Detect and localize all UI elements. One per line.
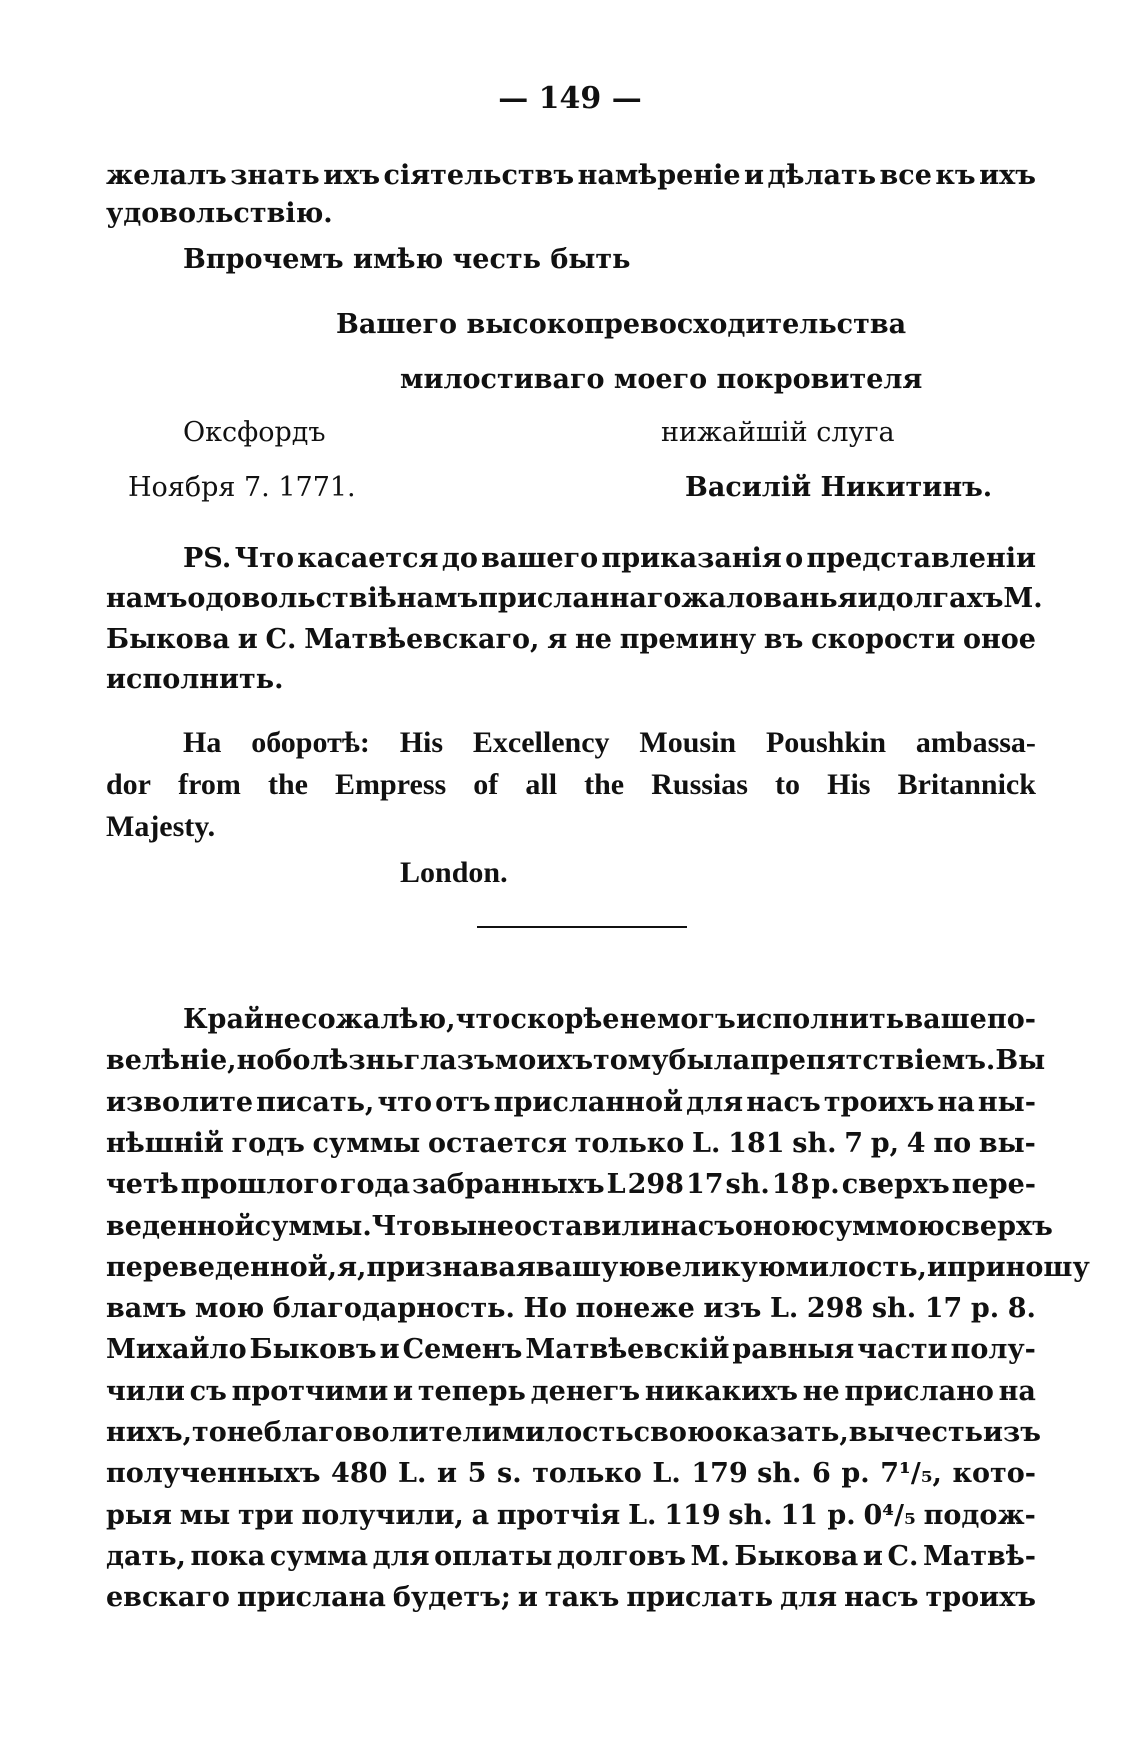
word: для xyxy=(372,1541,430,1572)
word: и xyxy=(436,1458,458,1489)
word: признавая xyxy=(366,1252,536,1283)
text-line xyxy=(106,1543,1036,1570)
text-line xyxy=(106,1502,1036,1529)
word: суммою xyxy=(818,1211,945,1242)
word: четѣ xyxy=(106,1169,179,1200)
word: прислать xyxy=(626,1582,774,1613)
word: L. xyxy=(769,1293,799,1324)
word: from xyxy=(178,768,241,801)
word: отъ xyxy=(435,1087,491,1118)
word: L. xyxy=(652,1458,681,1489)
word: милость xyxy=(501,1417,634,1448)
word: 11 p. xyxy=(780,1500,856,1531)
word: С. xyxy=(887,1541,919,1572)
word: p. xyxy=(841,1458,870,1489)
word: о xyxy=(785,543,804,574)
word: Семенъ xyxy=(402,1334,523,1365)
text-line xyxy=(106,1460,1036,1487)
word: Britannick xyxy=(897,768,1036,801)
text-line xyxy=(106,1584,1036,1611)
word: намъ xyxy=(106,583,188,614)
page-number: — 149 — xyxy=(498,81,642,116)
word: sh. xyxy=(725,1169,770,1200)
word: никакихъ xyxy=(644,1376,798,1407)
word: до xyxy=(441,543,478,574)
word: изъ xyxy=(983,1417,1041,1448)
text-line xyxy=(106,583,1043,614)
word: His xyxy=(827,768,871,801)
word: вашую xyxy=(535,1252,647,1283)
word: С. xyxy=(265,624,297,655)
word: изволите xyxy=(106,1087,253,1118)
word: присланной xyxy=(493,1087,683,1118)
word: присланнаго xyxy=(478,583,682,614)
word: годъ xyxy=(231,1128,305,1159)
signature: Василій Никитинъ. xyxy=(685,472,993,503)
word: мы xyxy=(179,1500,231,1531)
word: троихъ xyxy=(823,1087,935,1118)
word: благоволите xyxy=(263,1417,463,1448)
text-line xyxy=(106,162,1036,189)
word: милость, xyxy=(785,1252,927,1283)
word: а xyxy=(471,1500,490,1531)
text-line: London. xyxy=(400,856,508,889)
word: могъ xyxy=(656,1004,736,1035)
word: 298 xyxy=(627,1169,684,1200)
word: Быковъ xyxy=(249,1334,377,1365)
text-line xyxy=(106,1130,1036,1157)
word: L. xyxy=(398,1458,427,1489)
text-line xyxy=(106,1045,1046,1076)
word: исполнить xyxy=(735,1004,905,1035)
text-line: Впрочемъ имѣю честь быть xyxy=(183,244,631,275)
word: Что xyxy=(234,543,294,574)
word: тому xyxy=(593,1045,669,1076)
closing-line: Вашего высокопревосходительства xyxy=(336,309,907,340)
word: о xyxy=(187,583,206,614)
word: нѣшній xyxy=(106,1128,224,1159)
word: денегъ xyxy=(530,1376,641,1407)
word: 5 xyxy=(467,1458,487,1489)
word: вамъ xyxy=(106,1293,187,1324)
word: of xyxy=(473,768,499,801)
word: понеже xyxy=(575,1293,695,1324)
word: желалъ xyxy=(106,160,227,191)
word: рыя xyxy=(106,1500,172,1531)
word: Матвѣевскаго, xyxy=(304,624,540,655)
text-line xyxy=(106,1295,1036,1322)
word: на xyxy=(937,1087,975,1118)
word: Poushkin xyxy=(765,726,887,759)
word: вы- xyxy=(978,1128,1036,1159)
word: насъ xyxy=(844,1582,919,1613)
text-line xyxy=(106,1211,1053,1242)
word: dor xyxy=(106,768,151,801)
word: мою xyxy=(195,1293,265,1324)
word: сожалѣю, xyxy=(301,1004,456,1035)
word: 7 xyxy=(844,1128,864,1159)
word: благодарность. xyxy=(272,1293,515,1324)
word: три xyxy=(238,1500,294,1531)
word: ны- xyxy=(977,1087,1036,1118)
word: года xyxy=(339,1169,411,1200)
text-line xyxy=(183,545,1036,572)
word: ли xyxy=(462,1417,502,1448)
word: sh. xyxy=(728,1500,773,1531)
word: и xyxy=(926,1252,947,1283)
word: 4 xyxy=(906,1128,926,1159)
word: съ xyxy=(189,1376,227,1407)
word: для xyxy=(686,1087,744,1118)
word: дать, xyxy=(106,1541,186,1572)
word: p. xyxy=(970,1293,1000,1324)
word: М. xyxy=(690,1541,730,1572)
word: свою xyxy=(633,1417,715,1448)
word: равныя xyxy=(732,1334,855,1365)
word: была xyxy=(668,1045,751,1076)
text-line xyxy=(106,1417,1041,1448)
word: 179 sh. xyxy=(691,1458,802,1489)
word: 181 xyxy=(728,1128,785,1159)
word: части xyxy=(857,1334,948,1365)
word: и xyxy=(393,1376,414,1407)
text-line: Majesty. xyxy=(106,810,216,843)
word: оною xyxy=(734,1211,819,1242)
word: для xyxy=(780,1582,838,1613)
word: His xyxy=(399,726,444,759)
word: то xyxy=(192,1417,227,1448)
word: 17 xyxy=(685,1169,724,1200)
word: но xyxy=(236,1045,275,1076)
text-line: исполнить. xyxy=(106,664,284,695)
word: веденной xyxy=(106,1211,255,1242)
word: сіятельствъ xyxy=(383,160,575,191)
text-line xyxy=(106,1336,1036,1363)
word: прислана xyxy=(236,1582,386,1613)
separator-rule xyxy=(477,926,687,928)
word: Excellency xyxy=(472,726,610,759)
word: скорѣе xyxy=(510,1004,620,1035)
word: такъ xyxy=(544,1582,620,1613)
word: теперь xyxy=(417,1376,526,1407)
word: не xyxy=(802,1376,840,1407)
text-line xyxy=(106,1089,1036,1116)
word: что xyxy=(455,1004,511,1035)
word: Быкова xyxy=(106,624,230,655)
word: 0⁴/₅ xyxy=(863,1500,916,1531)
word: подож- xyxy=(923,1500,1036,1531)
word: прошлого xyxy=(180,1169,338,1200)
word: по xyxy=(933,1128,972,1159)
word: 480 xyxy=(331,1458,388,1489)
word: довольствіѣ xyxy=(205,583,397,614)
word: ихъ xyxy=(979,160,1036,191)
word: и xyxy=(862,1541,883,1572)
word: скорости xyxy=(811,624,956,655)
word: ambassa- xyxy=(915,726,1036,759)
word: въ xyxy=(763,624,804,655)
word: пере- xyxy=(951,1169,1036,1200)
word: s. xyxy=(497,1458,522,1489)
word: 7¹/₅, xyxy=(880,1458,942,1489)
word: Mousin xyxy=(639,726,737,759)
word: Михайло xyxy=(106,1334,247,1365)
word: не xyxy=(477,1211,514,1242)
servant-line: нижайшій слуга xyxy=(661,417,895,448)
word: 17 xyxy=(924,1293,963,1324)
place: Оксфордъ xyxy=(183,417,326,448)
word: sh. xyxy=(871,1293,917,1324)
word: и xyxy=(857,583,878,614)
word: the xyxy=(584,768,625,801)
word: L xyxy=(606,1169,626,1200)
word: велѣніе, xyxy=(106,1045,237,1076)
word: the xyxy=(267,768,308,801)
word: сверхъ xyxy=(841,1169,950,1200)
word: Матвѣевскій xyxy=(525,1334,730,1365)
word: премину xyxy=(619,624,757,655)
word: только xyxy=(574,1128,685,1159)
word: и xyxy=(237,624,258,655)
word: болѣзнь xyxy=(274,1045,404,1076)
word: долговъ xyxy=(556,1541,686,1572)
word: ваше xyxy=(904,1004,987,1035)
word: p. xyxy=(811,1169,840,1200)
word: нихъ, xyxy=(106,1417,192,1448)
word: 8. xyxy=(1007,1293,1036,1324)
word: намъ xyxy=(396,583,479,614)
word: оказать, xyxy=(714,1417,849,1448)
word: Что xyxy=(371,1211,432,1242)
word: что xyxy=(377,1087,433,1118)
word: 119 xyxy=(664,1500,721,1531)
word: писать, xyxy=(256,1087,375,1118)
word: Empress xyxy=(335,768,447,801)
word: Вы xyxy=(995,1045,1046,1076)
word: На xyxy=(183,726,222,759)
word: насъ xyxy=(746,1087,821,1118)
word: все xyxy=(879,160,932,191)
word: только xyxy=(532,1458,642,1489)
text-line xyxy=(183,1006,1036,1033)
word: 298 xyxy=(806,1293,864,1324)
word: не xyxy=(619,1004,657,1035)
word: прислано xyxy=(844,1376,994,1407)
word: евскаго xyxy=(106,1582,230,1613)
word: приказанія xyxy=(601,543,782,574)
text-line xyxy=(106,626,1036,653)
word: полу- xyxy=(950,1334,1036,1365)
closing-line: милостиваго моего покровителя xyxy=(400,364,923,395)
text-line xyxy=(183,728,1036,758)
word: касается xyxy=(297,543,439,574)
word: чили xyxy=(106,1376,185,1407)
word: препятствіемъ. xyxy=(750,1045,996,1076)
word: моихъ xyxy=(494,1045,594,1076)
word: all xyxy=(525,768,558,801)
word: намѣреніе xyxy=(577,160,741,191)
word: изъ xyxy=(703,1293,762,1324)
word: вы xyxy=(431,1211,478,1242)
word: М. xyxy=(1003,583,1043,614)
text-line xyxy=(106,1171,1036,1198)
word: троихъ xyxy=(925,1582,1036,1613)
word: p, xyxy=(870,1128,900,1159)
word: 6 xyxy=(811,1458,831,1489)
word: протчія xyxy=(496,1500,621,1531)
word: Но xyxy=(523,1293,568,1324)
word: къ xyxy=(935,160,976,191)
word: 18 xyxy=(771,1169,810,1200)
word: вашего xyxy=(481,543,599,574)
text-line: удовольствію. xyxy=(106,198,333,229)
word: и xyxy=(743,160,765,191)
word: и xyxy=(379,1334,400,1365)
word: Крайне xyxy=(183,1004,301,1035)
word: to xyxy=(775,768,801,801)
word: оплаты xyxy=(434,1541,553,1572)
word: по- xyxy=(987,1004,1036,1035)
date: Ноября 7. 1771. xyxy=(128,472,356,503)
word: представленіи xyxy=(806,543,1036,574)
word: приношу xyxy=(946,1252,1090,1283)
word: суммы xyxy=(312,1128,421,1159)
word: L. xyxy=(628,1500,657,1531)
word: Матвѣ- xyxy=(922,1541,1036,1572)
word: великую xyxy=(646,1252,786,1283)
word: пока xyxy=(190,1541,266,1572)
word: вычесть xyxy=(848,1417,984,1448)
word: Russias xyxy=(651,768,748,801)
text-line xyxy=(106,1378,1036,1405)
word: сверхъ xyxy=(944,1211,1053,1242)
text-line xyxy=(106,1252,1090,1283)
word: жалованья xyxy=(681,583,858,614)
word: суммы. xyxy=(254,1211,372,1242)
word: получили, xyxy=(301,1500,464,1531)
word: полученныхъ xyxy=(106,1458,321,1489)
word: дѣлать xyxy=(767,160,877,191)
word: долгахъ xyxy=(877,583,1004,614)
text-line xyxy=(106,770,1036,800)
word: PS. xyxy=(183,543,232,574)
word: оставили xyxy=(513,1211,661,1242)
word: Быкова xyxy=(734,1541,859,1572)
word: глазъ xyxy=(403,1045,495,1076)
word: переведенной, xyxy=(106,1252,338,1283)
word: кото- xyxy=(952,1458,1036,1489)
word: и xyxy=(517,1582,538,1613)
word: я, xyxy=(337,1252,367,1283)
word: насъ xyxy=(660,1211,735,1242)
word: протчими xyxy=(231,1376,389,1407)
word: на xyxy=(998,1376,1036,1407)
word: я xyxy=(547,624,568,655)
word: sh. xyxy=(792,1128,837,1159)
word: не xyxy=(574,624,612,655)
word: L. xyxy=(692,1128,721,1159)
word: будетъ; xyxy=(392,1582,511,1613)
word: оное xyxy=(962,624,1036,655)
word: оборотѣ: xyxy=(251,726,370,759)
word: сумма xyxy=(269,1541,369,1572)
word: ихъ xyxy=(323,160,381,191)
word: забранныхъ xyxy=(412,1169,605,1200)
word: не xyxy=(226,1417,264,1448)
word: остается xyxy=(427,1128,567,1159)
word: знать xyxy=(230,160,320,191)
